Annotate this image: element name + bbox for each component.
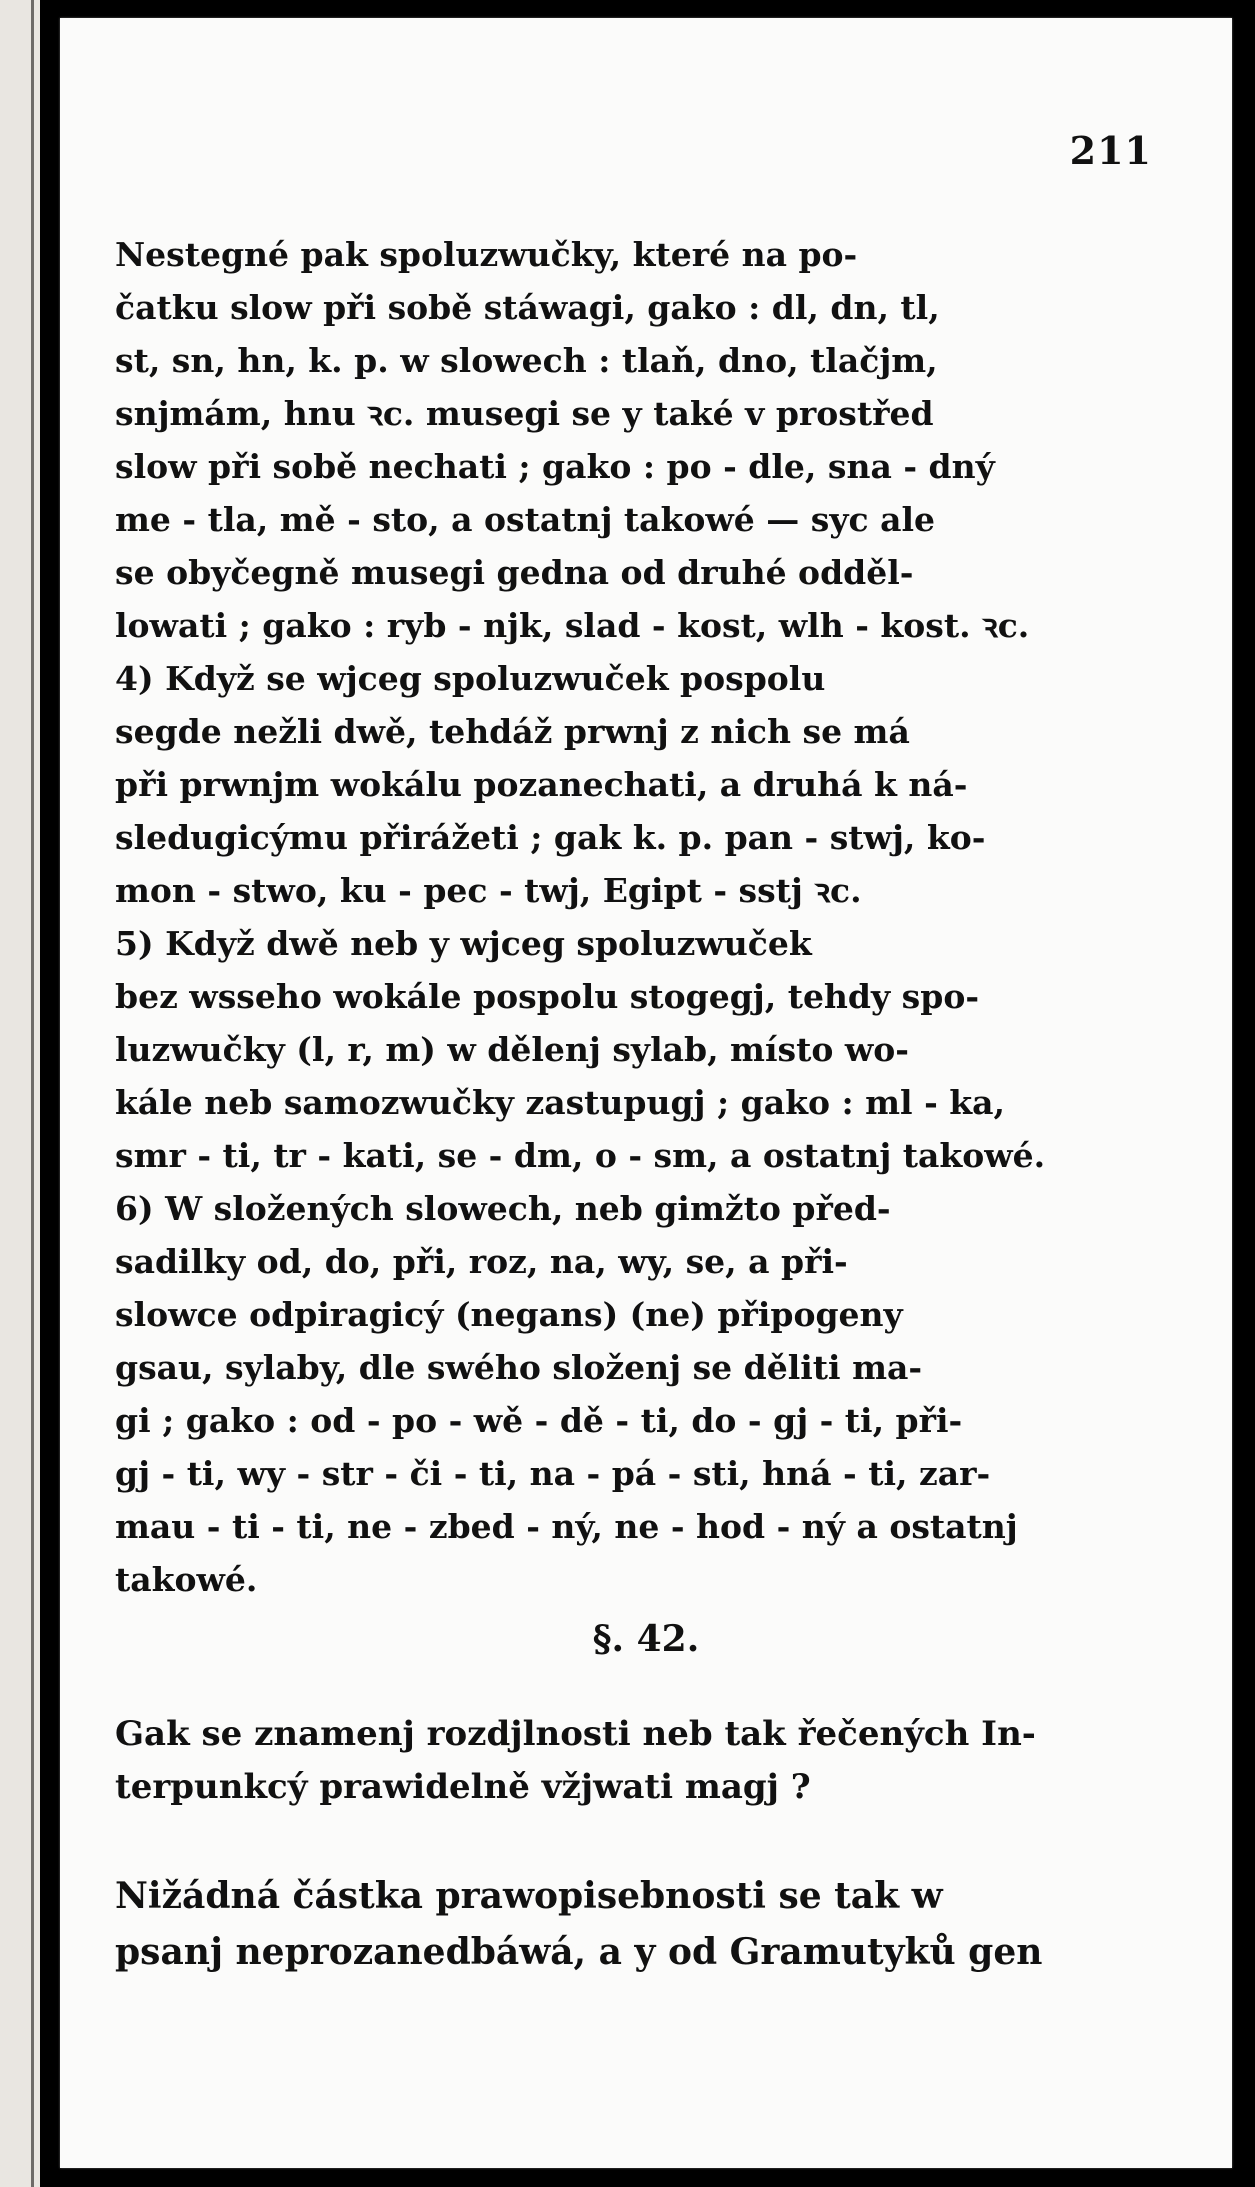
text-line: takowé. <box>115 1560 258 1599</box>
text-line: se obyčegně musegi gedna od druhé odděl- <box>115 553 914 592</box>
page-number: 211 <box>1069 128 1152 173</box>
section-heading: §. 42. <box>592 1618 700 1660</box>
answer-line: Nižádná částka prawopisebnosti se tak w <box>115 1875 943 1917</box>
text-line: při prwnjm wokálu pozanechati, a druhá k ná- <box>115 765 968 804</box>
text-line: bez wsseho wokále pospolu stogegj, tehdy spo- <box>115 977 980 1016</box>
text-line: slow při sobě nechati ; gako : po - dle, sna - dný <box>115 447 995 486</box>
question-line: terpunkcý prawidelně vžjwati magj ? <box>115 1767 811 1807</box>
text-line: gj - ti, wy - str - či - ti, na - pá - sti, hná - ti, zar- <box>115 1454 991 1493</box>
text-line: 6) W složených slowech, neb gimžto před- <box>115 1189 891 1228</box>
text-line: smr - ti, tr - kati, se - dm, o - sm, a ostatnj takowé. <box>115 1136 1046 1175</box>
answer-line: psanj neprozanedbáwá, a y od Gramutyků gen <box>115 1931 1043 1973</box>
text-line: mon - stwo, ku - pec - twj, Egipt - sstj ꝛc. <box>115 871 862 910</box>
text-line: lowati ; gako : ryb - njk, slad - kost, wlh - kost. ꝛc. <box>115 606 1030 645</box>
text-line: Nestegné pak spoluzwučky, které na po- <box>115 235 858 274</box>
text-line: segde nežli dwě, tehdáž prwnj z nich se má <box>115 712 910 751</box>
text-line: mau - ti - ti, ne - zbed - ný, ne - hod - ný a ostatnj <box>115 1507 1018 1546</box>
question-line: Gak se znamenj rozdjlnosti neb tak řečených In- <box>115 1714 1036 1754</box>
section-answer <box>115 1868 1165 1980</box>
text-line: luzwučky (l, r, m) w dělenj sylab, místo wo- <box>115 1030 909 1069</box>
text-line: kále neb samozwučky zastupugj ; gako : ml - ka, <box>115 1083 1006 1122</box>
book-page <box>60 18 1232 2168</box>
text-line: me - tla, mě - sto, a ostatnj takowé — syc ale <box>115 500 936 539</box>
text-line: st, sn, hn, k. p. w slowech : tlaň, dno, tlačjm, <box>115 341 938 380</box>
text-line: gsau, sylaby, dle swého složenj se děliti ma- <box>115 1348 923 1387</box>
text-line: 4) Když se wjceg spoluzwuček pospolu <box>115 659 826 698</box>
text-line: sledugicýmu přirážeti ; gak k. p. pan - stwj, ko- <box>115 818 986 857</box>
adjacent-page-edge <box>0 0 40 2187</box>
main-text <box>115 228 1165 1606</box>
text-line: čatku slow při sobě stáwagi, gako : dl, dn, tl, <box>115 288 940 327</box>
text-line: sadilky od, do, při, roz, na, wy, se, a při- <box>115 1242 848 1281</box>
text-line: slowce odpiragicý (negans) (ne) připogeny <box>115 1295 903 1334</box>
section-question <box>115 1708 1165 1814</box>
text-line: snjmám, hnu ꝛc. musegi se y také v prostřed <box>115 394 934 433</box>
text-line: 5) Když dwě neb y wjceg spoluzwuček <box>115 924 812 963</box>
text-line: gi ; gako : od - po - wě - dě - ti, do - gj - ti, při- <box>115 1401 963 1440</box>
